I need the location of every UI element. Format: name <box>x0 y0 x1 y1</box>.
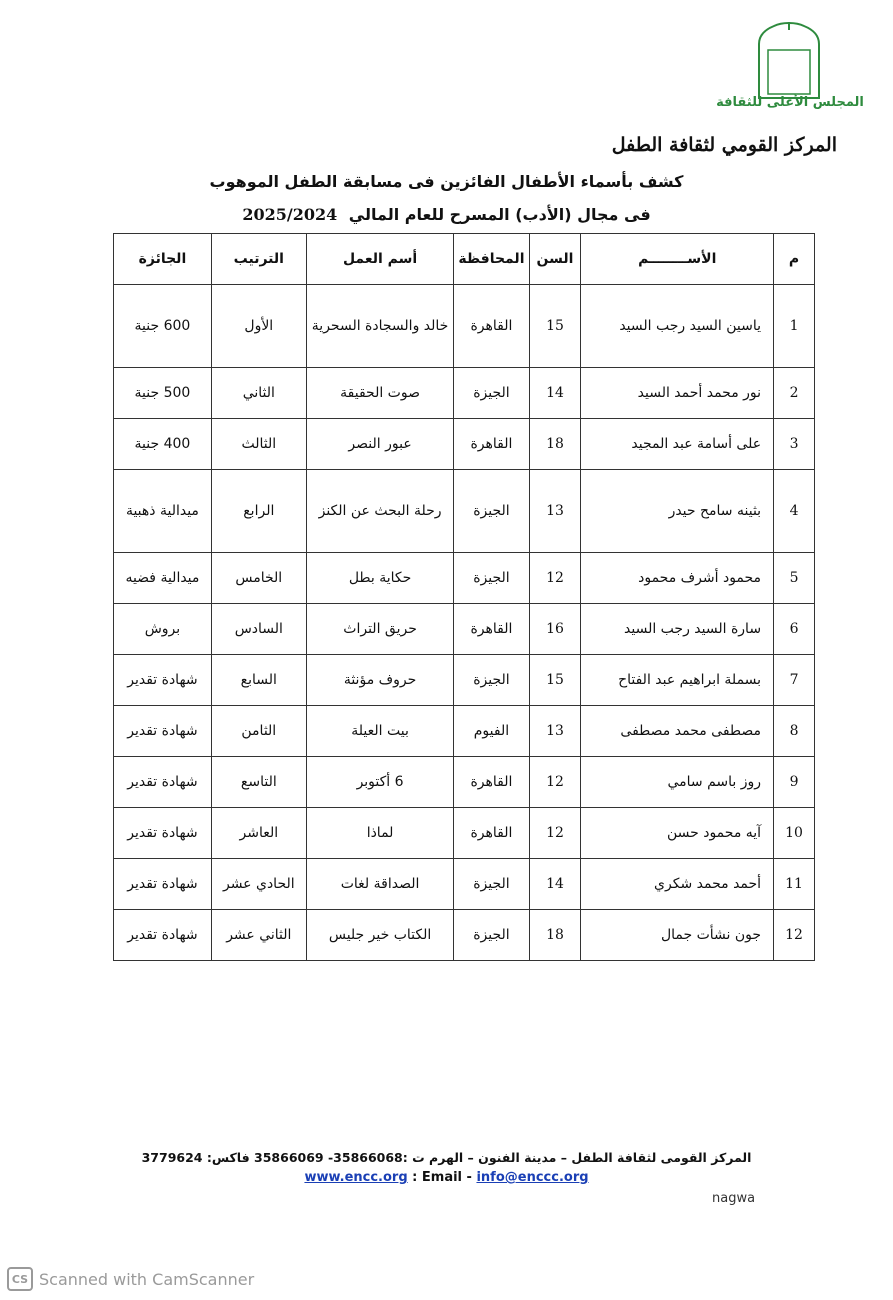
camscanner-text: Scanned with CamScanner <box>39 1269 255 1289</box>
row-governorate: الجيزة <box>454 553 529 604</box>
row-age: 14 <box>529 859 581 910</box>
row-rank: السادس <box>211 604 306 655</box>
website-link[interactable]: www.encc.org <box>304 1170 408 1185</box>
row-age: 16 <box>529 604 581 655</box>
row-work-title: خالد والسجادة السحرية <box>306 285 454 368</box>
footer-address: المركز القومى لثقافة الطفل – مدينة الفنون – الهرم ت :35866068- 35866069 فاكس: 3779624 <box>141 1150 752 1165</box>
row-governorate: الجيزة <box>454 368 529 419</box>
fiscal-year: 2025/2024 <box>242 205 338 224</box>
row-work-title: لماذا <box>306 808 454 859</box>
row-governorate: القاهرة <box>454 285 529 368</box>
row-work-title: عبور النصر <box>306 419 454 470</box>
row-age: 13 <box>529 706 581 757</box>
row-work-title: رحلة البحث عن الكنز <box>306 470 454 553</box>
row-prize: شهادة تقدير <box>114 910 212 961</box>
row-prize: 500 جنية <box>114 368 212 419</box>
row-rank: الرابع <box>211 470 306 553</box>
row-rank: العاشر <box>211 808 306 859</box>
row-rank: الأول <box>211 285 306 368</box>
row-rank: السابع <box>211 655 306 706</box>
document-title: كشف بأسماء الأطفال الفائزين فى مسابقة الطفل الموهوب <box>209 172 684 191</box>
row-prize: شهادة تقدير <box>114 808 212 859</box>
row-num: 4 <box>774 470 815 553</box>
row-rank: الحادي عشر <box>211 859 306 910</box>
table-row <box>114 706 815 757</box>
row-name: روز باسم سامي <box>581 757 774 808</box>
row-governorate: الفيوم <box>454 706 529 757</box>
camscanner-watermark <box>7 1267 254 1291</box>
row-num: 7 <box>774 655 815 706</box>
row-num: 6 <box>774 604 815 655</box>
row-age: 12 <box>529 808 581 859</box>
table-row <box>114 859 815 910</box>
table-row <box>114 655 815 706</box>
organization-name: المركز القومي لثقافة الطفل <box>611 134 837 156</box>
row-governorate: القاهرة <box>454 419 529 470</box>
table-row <box>114 419 815 470</box>
row-governorate: الجيزة <box>454 910 529 961</box>
row-age: 12 <box>529 553 581 604</box>
subtitle-text: فى مجال (الأدب) المسرح للعام المالي <box>348 205 651 224</box>
email-link[interactable]: info@enccc.org <box>476 1170 589 1185</box>
row-name: محمود أشرف محمود <box>581 553 774 604</box>
row-rank: الخامس <box>211 553 306 604</box>
table-row <box>114 285 815 368</box>
row-governorate: الجيزة <box>454 470 529 553</box>
row-age: 18 <box>529 910 581 961</box>
header-num: م <box>774 234 815 285</box>
row-num: 5 <box>774 553 815 604</box>
row-age: 12 <box>529 757 581 808</box>
email-label: : Email - <box>407 1170 477 1185</box>
row-rank: الثاني عشر <box>211 910 306 961</box>
row-num: 3 <box>774 419 815 470</box>
row-name: سارة السيد رجب السيد <box>581 604 774 655</box>
signature: nagwa <box>712 1191 756 1206</box>
table-row <box>114 470 815 553</box>
row-governorate: القاهرة <box>454 757 529 808</box>
table-row <box>114 604 815 655</box>
row-name: ياسين السيد رجب السيد <box>581 285 774 368</box>
row-governorate: القاهرة <box>454 604 529 655</box>
row-prize: ميدالية فضيه <box>114 553 212 604</box>
row-rank: الثالث <box>211 419 306 470</box>
row-age: 14 <box>529 368 581 419</box>
row-age: 18 <box>529 419 581 470</box>
row-num: 2 <box>774 368 815 419</box>
table-row <box>114 910 815 961</box>
row-prize: شهادة تقدير <box>114 859 212 910</box>
row-governorate: القاهرة <box>454 808 529 859</box>
row-name: على أسامة عبد المجيد <box>581 419 774 470</box>
table-row <box>114 757 815 808</box>
row-num: 12 <box>774 910 815 961</box>
row-name: جون نشأت جمال <box>581 910 774 961</box>
row-name: أحمد محمد شكري <box>581 859 774 910</box>
table-row <box>114 553 815 604</box>
row-work-title: الكتاب خير جليس <box>306 910 454 961</box>
footer-contact <box>0 1170 893 1185</box>
document-subtitle <box>0 205 893 224</box>
row-num: 11 <box>774 859 815 910</box>
header-age: السن <box>529 234 581 285</box>
row-work-title: حريق التراث <box>306 604 454 655</box>
row-prize: شهادة تقدير <box>114 706 212 757</box>
row-rank: التاسع <box>211 757 306 808</box>
row-prize: 400 جنية <box>114 419 212 470</box>
row-prize: 600 جنية <box>114 285 212 368</box>
row-work-title: بيت العيلة <box>306 706 454 757</box>
row-governorate: الجيزة <box>454 859 529 910</box>
row-num: 8 <box>774 706 815 757</box>
row-age: 13 <box>529 470 581 553</box>
row-age: 15 <box>529 655 581 706</box>
council-logo <box>716 20 864 120</box>
row-prize: ميدالية ذهبية <box>114 470 212 553</box>
winners-table <box>113 233 815 961</box>
row-rank: الثاني <box>211 368 306 419</box>
row-prize: شهادة تقدير <box>114 655 212 706</box>
row-work-title: الصداقة لغات <box>306 859 454 910</box>
row-work-title: 6 أكتوبر <box>306 757 454 808</box>
header-work-title: أسم العمل <box>306 234 454 285</box>
row-rank: الثامن <box>211 706 306 757</box>
table-row <box>114 808 815 859</box>
header-rank: الترتيب <box>211 234 306 285</box>
row-prize: بروش <box>114 604 212 655</box>
row-name: بسملة ابراهيم عبد الفتاح <box>581 655 774 706</box>
row-name: بثينه سامح حيدر <box>581 470 774 553</box>
row-work-title: صوت الحقيقة <box>306 368 454 419</box>
row-num: 10 <box>774 808 815 859</box>
row-prize: شهادة تقدير <box>114 757 212 808</box>
row-name: مصطفى محمد مصطفى <box>581 706 774 757</box>
row-work-title: حروف مؤنثة <box>306 655 454 706</box>
camscanner-icon: CS <box>7 1267 33 1291</box>
row-num: 1 <box>774 285 815 368</box>
row-governorate: الجيزة <box>454 655 529 706</box>
header-prize: الجائزة <box>114 234 212 285</box>
logo-text: المجلس الأعلى للثقافة <box>716 95 864 110</box>
row-name: آيه محمود حسن <box>581 808 774 859</box>
header-name: الأســــــــم <box>581 234 774 285</box>
row-name: نور محمد أحمد السيد <box>581 368 774 419</box>
table-header-row <box>114 234 815 285</box>
row-num: 9 <box>774 757 815 808</box>
header-governorate: المحافظة <box>454 234 529 285</box>
row-work-title: حكاية بطل <box>306 553 454 604</box>
row-age: 15 <box>529 285 581 368</box>
table-row <box>114 368 815 419</box>
